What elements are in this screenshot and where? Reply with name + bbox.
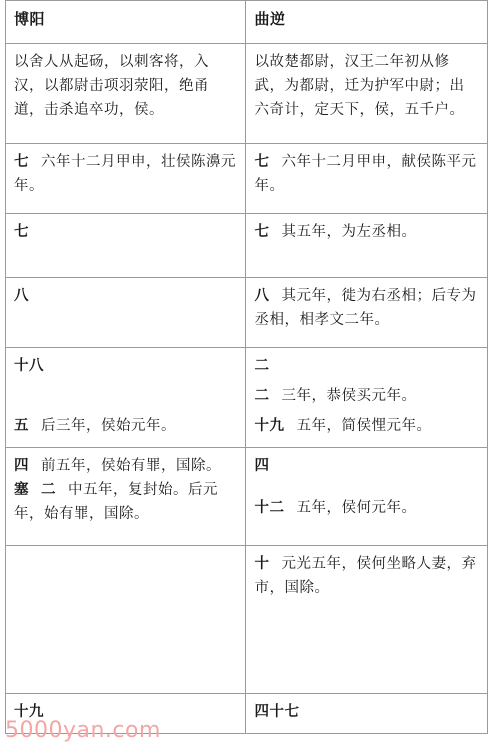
year-count: 十二 bbox=[254, 499, 285, 516]
site-watermark: 5000yan.com bbox=[5, 718, 161, 743]
table-cell bbox=[246, 546, 488, 694]
cell-text: 以舍人从起砀，以刺客将，入汉，以都尉击项羽荥阳，绝甬道，击杀追卒功，侯。 bbox=[14, 54, 209, 118]
year-count: 十八 bbox=[14, 357, 44, 374]
cell-text: 前五年，侯始有罪，国除。 bbox=[41, 458, 221, 474]
cell-text: 其五年，为左丞相。 bbox=[281, 224, 417, 240]
table-cell bbox=[6, 546, 246, 694]
table-cell bbox=[246, 348, 488, 448]
year-count: 四 bbox=[254, 457, 270, 474]
year-count: 七 bbox=[254, 223, 270, 240]
table-row bbox=[6, 448, 488, 546]
header-row bbox=[6, 1, 488, 44]
cell-text: 中五年，复封始。后元年，始有罪，国除。 bbox=[14, 482, 218, 522]
cell-text: 六年十二月甲申，献侯陈平元年。 bbox=[254, 154, 477, 194]
cell-text: 以故楚都尉，汉王二年初从修武，为都尉，迁为护军中尉；出六奇计，定天下，侯，五千户。 bbox=[254, 54, 465, 118]
table-row bbox=[6, 348, 488, 448]
table-cell bbox=[6, 144, 246, 214]
year-count: 四 bbox=[14, 457, 29, 474]
chronology-table bbox=[5, 0, 488, 734]
table-row bbox=[6, 546, 488, 694]
year-count: 七 bbox=[254, 153, 270, 170]
cell-text: 五年，简侯悝元年。 bbox=[296, 418, 432, 434]
table-row bbox=[6, 278, 488, 348]
table-cell bbox=[6, 278, 246, 348]
column-header-boyang: 博阳 bbox=[6, 1, 246, 44]
document-page bbox=[5, 0, 488, 751]
table-cell bbox=[246, 278, 488, 348]
cell-text: 六年十二月甲申，壮侯陈濞元年。 bbox=[14, 154, 236, 194]
table-cell bbox=[6, 214, 246, 278]
table-cell bbox=[246, 694, 488, 734]
table-cell bbox=[6, 44, 246, 144]
marquisate-name: 塞 bbox=[14, 481, 29, 498]
year-count: 七 bbox=[14, 153, 29, 170]
year-count: 十 bbox=[254, 555, 270, 572]
year-count: 十九 bbox=[254, 417, 285, 434]
year-count: 二 bbox=[254, 387, 270, 404]
cell-text: 五年，侯何元年。 bbox=[296, 500, 417, 516]
table-cell bbox=[6, 348, 246, 448]
column-header-quni: 曲逆 bbox=[246, 1, 488, 44]
year-count: 八 bbox=[14, 287, 29, 304]
year-count: 八 bbox=[254, 287, 270, 304]
table-cell bbox=[246, 44, 488, 144]
table-row bbox=[6, 144, 488, 214]
year-count: 二 bbox=[254, 357, 270, 374]
table-cell bbox=[6, 448, 246, 546]
table-cell bbox=[246, 214, 488, 278]
table-row bbox=[6, 44, 488, 144]
year-count: 十九 bbox=[14, 703, 44, 720]
year-count: 四十七 bbox=[254, 703, 300, 720]
cell-text: 元光五年，侯何坐略人妻，弃市，国除。 bbox=[254, 556, 477, 596]
year-count: 七 bbox=[14, 223, 29, 240]
table-cell bbox=[246, 144, 488, 214]
cell-text: 三年，恭侯买元年。 bbox=[281, 388, 417, 404]
year-count: 二 bbox=[41, 481, 56, 498]
cell-text: 其元年，徙为右丞相；后专为丞相，相孝文二年。 bbox=[254, 288, 477, 328]
table-cell bbox=[246, 448, 488, 546]
year-count: 五 bbox=[14, 417, 29, 434]
cell-text: 后三年，侯始元年。 bbox=[41, 418, 176, 434]
table-row bbox=[6, 214, 488, 278]
